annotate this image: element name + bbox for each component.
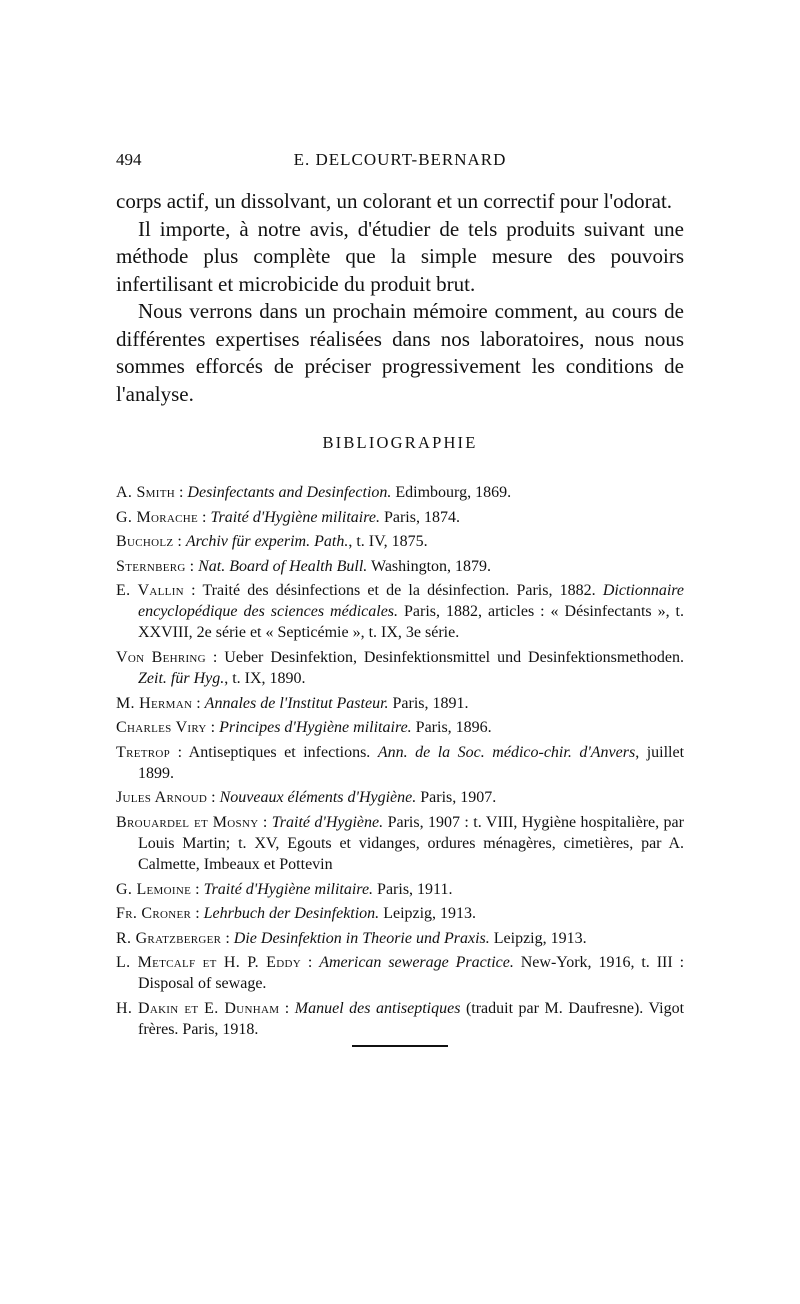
bibliography-title: BIBLIOGRAPHIE [322,433,478,452]
ref-author: Charles Viry [116,719,207,737]
ref-work: Nouveaux éléments d'Hygiène. [219,789,417,807]
reference-entry: Bucholz : Archiv für experim. Path., t. IV, 1875. [116,533,428,551]
ref-details: Paris, 1891. [388,694,469,712]
ref-work: Die Desinfektion in Theorie und Praxis. [233,929,490,947]
ref-work: Traité d'Hygiène militaire. [210,508,380,526]
ref-details: Paris, 1907 : t. VIII, Hygiène hospitalière, par Louis Martin; t. XV, Egouts et vidanges, ordures ménagères, cimetières, par A. Calmette, Imbeaux et Pottevin [138,813,684,873]
ref-details: Leipzig, 1913. [489,929,587,947]
ref-author: Bucholz [116,533,174,551]
reference-entry: Von Behring : Ueber Desinfektion, Desinfektionsmittel und Desinfektionsmethoden. Zeit. für Hyg., t. IX, 1890. [116,648,684,687]
ref-pre: Traité des désinfections et de la désinfection. Paris, 1882. [202,582,596,600]
ref-work: Archiv für experim. Path. [185,533,349,551]
ref-work: Traité d'Hygiène militaire. [203,880,374,898]
ref-author: H. Dakin et E. Dunham [116,999,280,1017]
ref-details: New-York, 1916, t. III : Disposal of sewage. [138,954,685,993]
reference-entry: A. Smith : Desinfectants and Desinfection. Edimbourg, 1869. [116,484,512,501]
ref-author: Von Behring [116,648,206,666]
ref-work: Principes d'Hygiène militaire. [219,719,412,737]
reference-entry: L. Metcalf et H. P. Eddy : American sewerage Practice. New-York, 1916, t. III : Disposal of sewage. [116,954,685,993]
paragraph: Il importe, à notre avis, d'étudier de tels produits suivant une méthode plus complète que la simple mesure des pouvoirs infertilisant et microbicide du produit brut. [116,216,684,296]
reference-entry: H. Dakin et E. Dunham : Manuel des antiseptiques (traduit par M. Daufresne). Vigot frères. Paris, 1918. [116,999,685,1038]
ref-work: Manuel des antiseptiques [294,999,461,1017]
reference-entry: Tretrop : Antiseptiques et infections. Ann. de la Soc. médico-chir. d'Anvers, juillet 1899. [116,743,685,782]
page-header [116,150,684,176]
reference-entry: Charles Viry : Principes d'Hygiène militaire. Paris, 1896. [116,719,492,737]
ref-work: Dictionnaire encyclopédique des sciences médicales. [138,582,685,621]
reference-entry: G. Lemoine : Traité d'Hygiène militaire. Paris, 1911. [116,880,453,898]
reference-entry: M. Herman : Annales de l'Institut Pasteur. Paris, 1891. [116,694,469,712]
ref-author: R. Gratzberger [116,929,222,947]
reference-entry: G. Morache : Traité d'Hygiène militaire. Paris, 1874. [116,508,460,526]
ref-author: G. Morache [116,508,199,526]
ref-author: G. Lemoine [116,880,192,898]
reference-entry: E. Vallin : Traité des désinfections et de la désinfection. Paris, 1882. Dictionnaire encyclopédique des sciences médicales. Paris, 1882, articles : « Désinfectants », t. XXVIII, 2e série et « Septicémie », t. IX, 3e série. [116,582,685,642]
page-number: 494 [116,150,142,169]
reference-entry: Jules Arnoud : Nouveaux éléments d'Hygiène. Paris, 1907. [116,789,497,807]
ref-author: Sternberg [116,557,186,575]
reference-entry: Fr. Croner : Lehrbuch der Desinfektion. Leipzig, 1913. [116,905,477,923]
bibliography-list [116,482,684,1044]
ref-details: Paris, 1882, articles : « Désinfectants », t. XXVIII, 2e série et « Septicémie », t. IX, 3e série. [138,603,685,642]
ref-work: Traité d'Hygiène. [271,813,384,831]
ref-author: M. Herman [116,694,193,712]
ref-author: Jules Arnoud [116,789,208,807]
ref-author: L. Metcalf et H. P. Eddy [116,954,301,972]
reference-entry: Sternberg : Nat. Board of Health Bull. Washington, 1879. [116,557,492,575]
running-title: E. DELCOURT-BERNARD [293,150,507,169]
ref-details: Paris, 1911. [373,880,453,898]
ref-details: Washington, 1879. [367,557,492,575]
ref-work: Lehrbuch der Desinfektion. [203,905,380,923]
ref-work: Annales de l'Institut Pasteur. [204,694,389,712]
ref-author: Brouardel et Mosny [116,813,259,831]
paragraph: Nous verrons dans un prochain mémoire comment, au cours de différentes expertises réalisées dans nos laboratoires, nous nous sommes efforcés de préciser progressivement les conditions de l'analyse. [116,299,684,406]
ref-details: , t. IV, 1875. [348,533,428,551]
ref-details: , t. IX, 1890. [224,669,306,687]
reference-entry: R. Gratzberger : Die Desinfektion in Theorie und Praxis. Leipzig, 1913. [116,929,587,947]
end-rule [352,1045,448,1047]
ref-work: Zeit. für Hyg. [138,669,225,687]
ref-work: Ann. de la Soc. médico-chir. d'Anvers [377,743,636,761]
ref-details: Paris, 1896. [411,719,492,737]
reference-entry: Brouardel et Mosny : Traité d'Hygiène. Paris, 1907 : t. VIII, Hygiène hospitalière, par Louis Martin; t. XV, Egouts et vidanges, ordures ménagères, cimetières, par A. Calmette, Imbeaux et Pottevin [116,813,684,873]
ref-work: American sewerage Practice. [319,954,514,972]
ref-author: Tretrop [116,743,171,761]
ref-details: Paris, 1874. [379,508,460,526]
ref-author: Fr. Croner [116,905,192,923]
ref-author: E. Vallin [116,582,184,600]
ref-details: Edimbourg, 1869. [391,484,512,501]
ref-details: (traduit par M. Daufresne). Vigot frères. Paris, 1918. [138,999,685,1038]
body-text [116,188,684,408]
ref-pre: Ueber Desinfektion, Desinfektionsmittel und Desinfektionsmethoden. [224,648,684,666]
ref-pre: Antiseptiques et infections. [188,743,371,761]
ref-work: Desinfectants and Desinfection. [187,484,392,501]
ref-details: Paris, 1907. [416,789,497,807]
ref-work: Nat. Board of Health Bull. [198,557,368,575]
paragraph: corps actif, un dissolvant, un colorant et un correctif pour l'odorat. [116,189,673,213]
ref-details: , juillet 1899. [138,743,685,782]
ref-details: Leipzig, 1913. [379,905,477,923]
ref-author: A. Smith [116,484,175,501]
